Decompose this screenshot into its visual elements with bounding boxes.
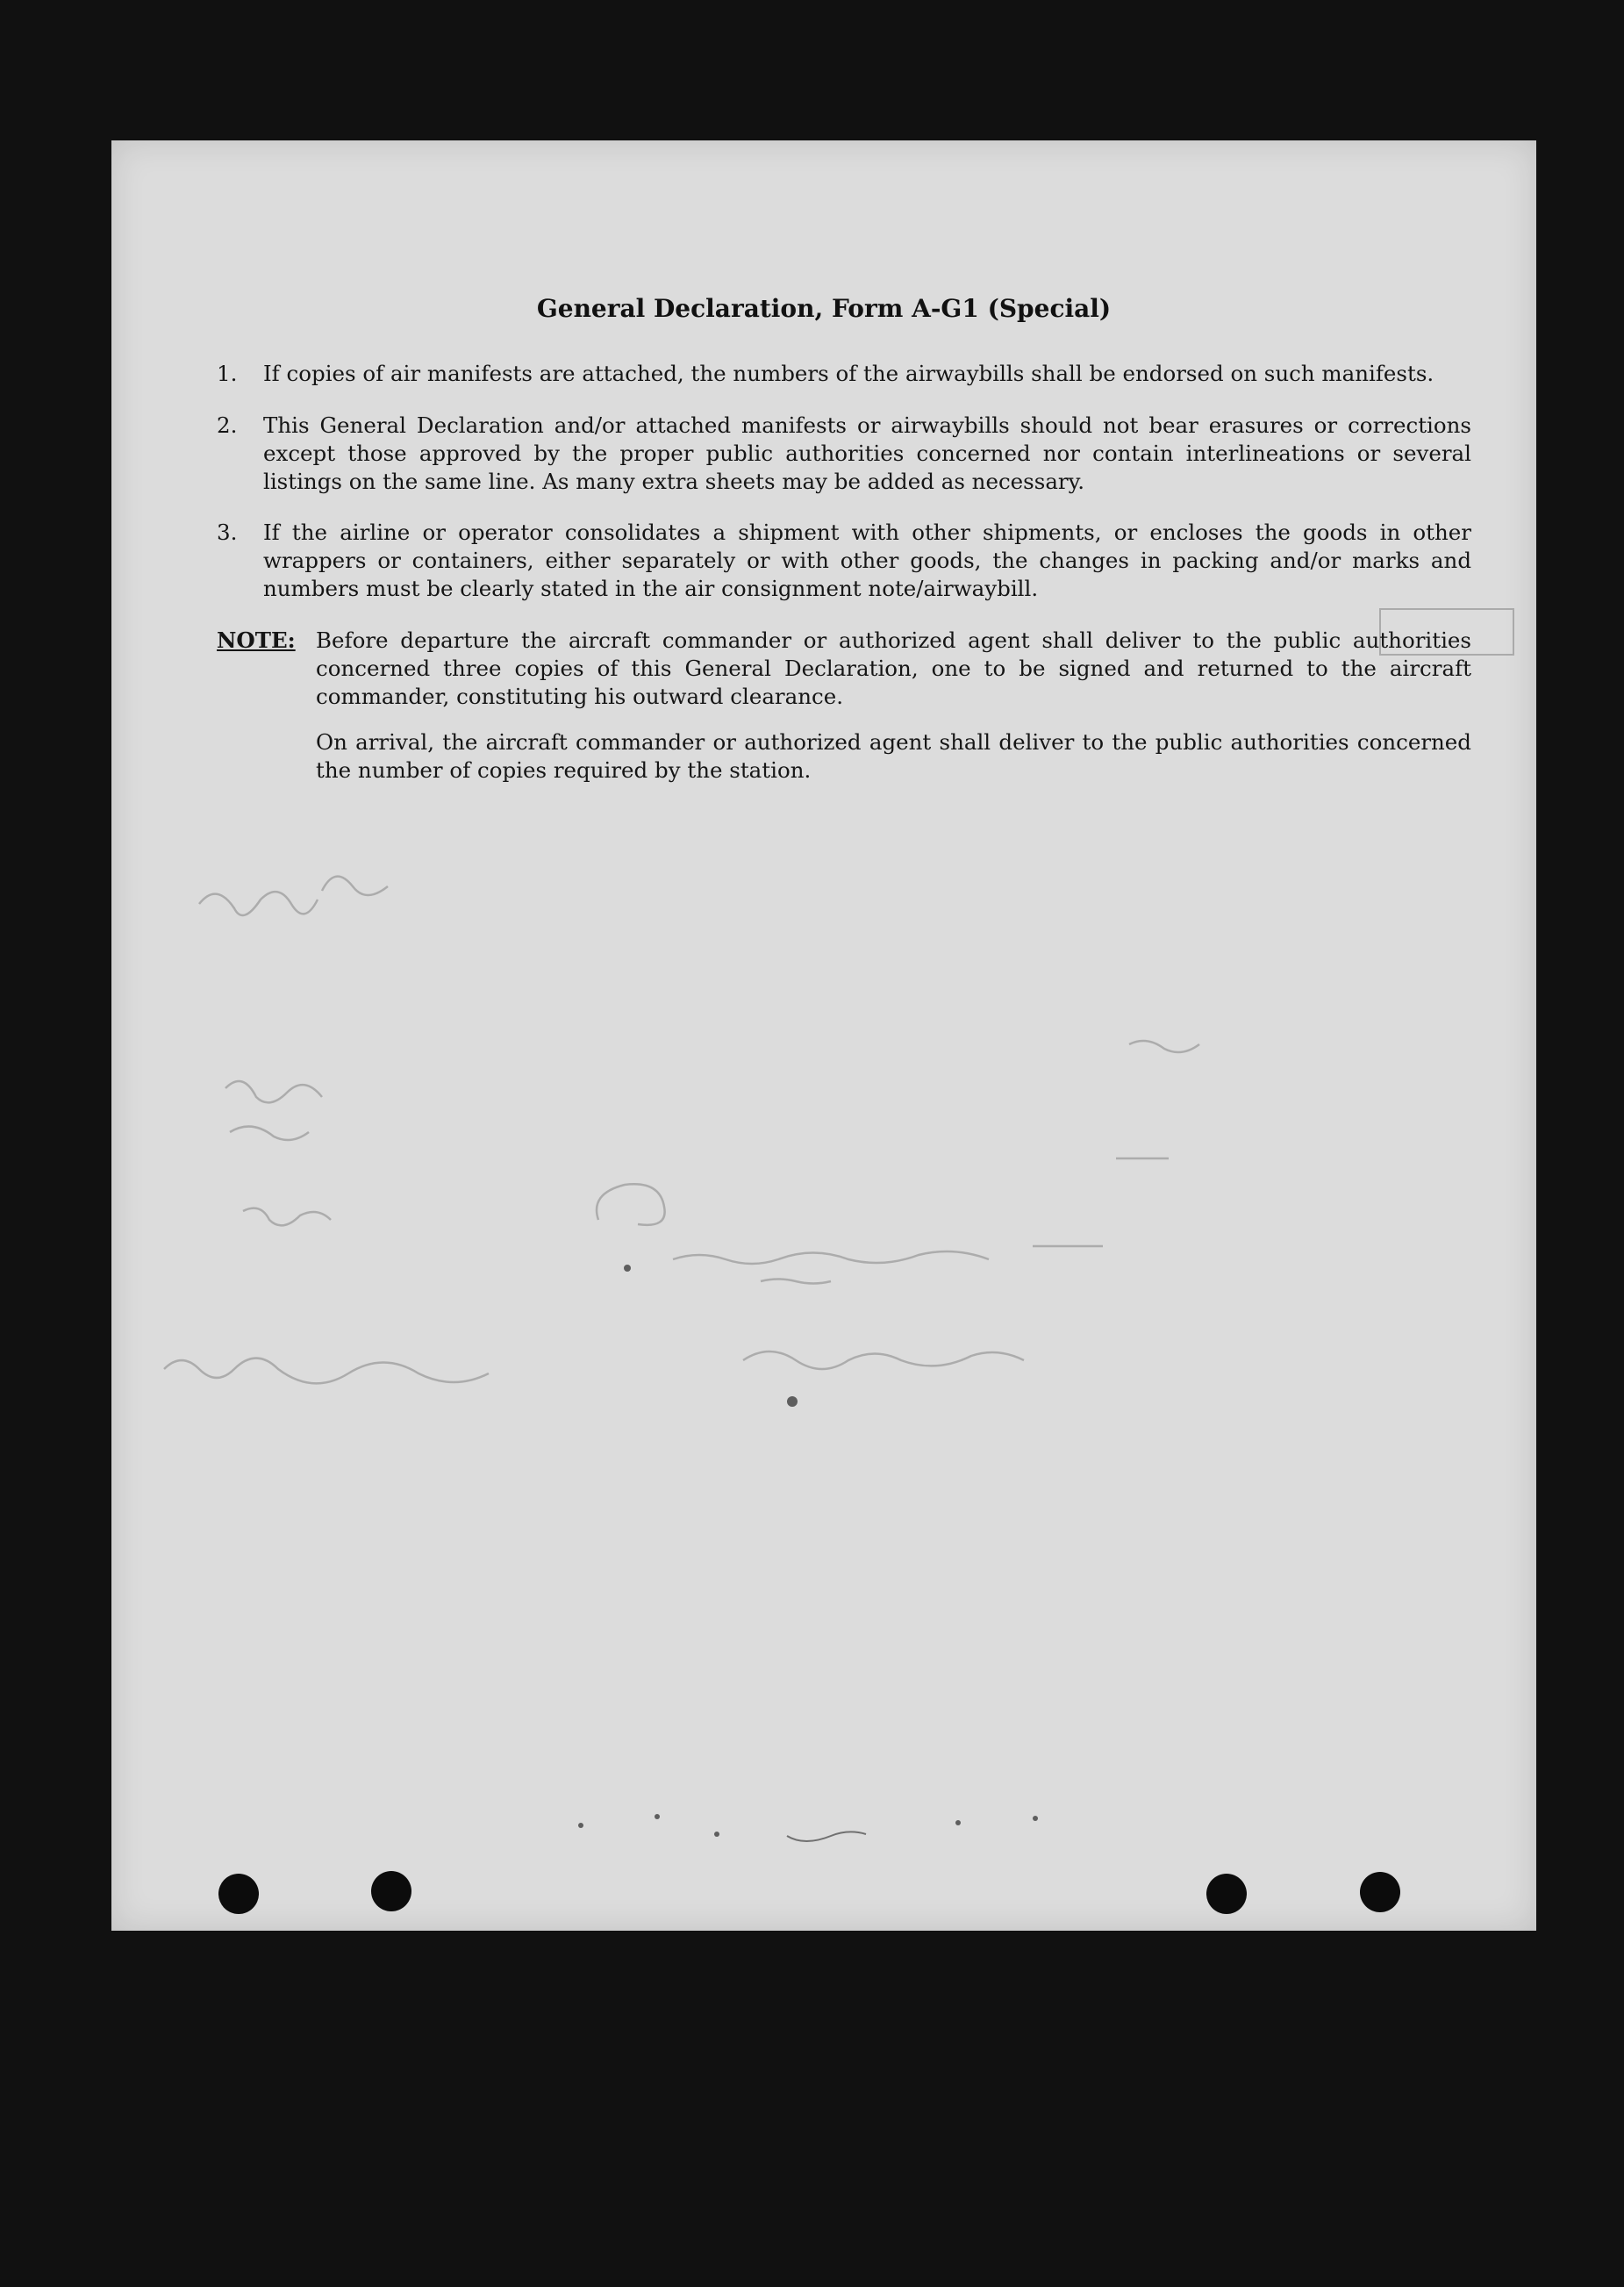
note-label: NOTE: <box>217 627 296 653</box>
punch-hole <box>218 1874 259 1914</box>
item-text: This General Declaration and/or attached manifests or airwaybills should not bear erasures or corrections except those approved by the proper public authorities concerned nor contain interlineations or several listings on the same line. As many extra sheets may be added as necessary. <box>263 412 1471 494</box>
document-page <box>111 140 1536 1931</box>
note-section <box>217 627 1471 785</box>
list-item-3 <box>217 519 1471 603</box>
document-title: General Declaration, Form A-G1 (Special) <box>536 294 1112 323</box>
punch-hole <box>371 1871 411 1911</box>
note-paragraph-2: On arrival, the aircraft commander or authorized agent shall deliver to the public authorities concerned the number of copies required by the station. <box>316 729 1471 783</box>
item-number: 1. <box>217 361 238 386</box>
item-number: 3. <box>217 520 238 545</box>
item-number: 2. <box>217 412 238 438</box>
bleed-through-handwriting <box>111 140 1536 1931</box>
item-text: If the airline or operator consolidates a shipment with other shipments, or encloses the goods in other wrappers or containers, either separately or with other goods, the changes in packing and/or marks and numbers must be clearly stated in the air consignment note/airwaybill. <box>263 520 1471 601</box>
punch-hole <box>1360 1872 1400 1912</box>
note-paragraph-1: Before departure the aircraft commander or authorized agent shall deliver to the public authorities concerned three copies of this General Declaration, one to be signed and returned to the aircraft commander, constituting his outward clearance. <box>316 627 1471 709</box>
list-item-1 <box>217 360 1471 388</box>
punch-hole <box>1206 1874 1247 1914</box>
list-item-2 <box>217 412 1471 496</box>
item-text: If copies of air manifests are attached, the numbers of the airwaybills shall be endorsed on such manifests. <box>263 361 1434 386</box>
